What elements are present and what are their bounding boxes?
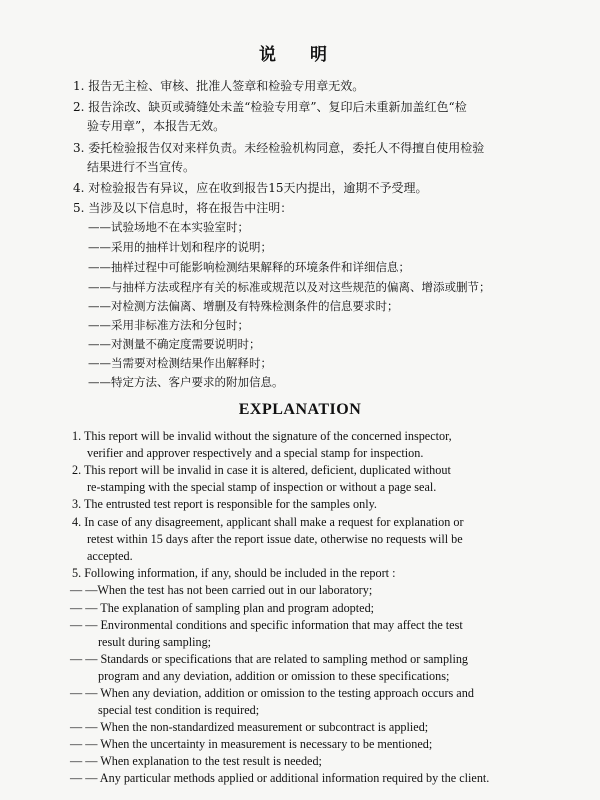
cn-item-line: 对检验报告有异议，应在收到报告15天内提出，逾期不予受理。 [88,181,428,195]
cn-item-2 [73,98,543,136]
en-item-line: In case of any disagreement, applicant shall make a request for explanation or [84,515,464,529]
chinese-title: 说 明 [259,45,341,65]
cn-item-line: 委托检验报告仅对来样负责。未经检验机构同意，委托人不得擅自使用检验 [88,141,485,155]
en-item-number: 2. [72,463,82,477]
cn-item-line: 报告无主检、审核、批准人签章和检验专用章无效。 [88,79,365,93]
cn-item-line: 报告涂改、缺页或骑缝处未盖“检验专用章”、复印后未重新加盖红色“检 [88,100,467,114]
cn-sub-item: ——对测量不确定度需要说明时； [88,337,261,351]
en-item-number: 4. [72,515,82,529]
en-item-3 [72,496,377,513]
cn-sub-item: ——与抽样方法或程序有关的标准或规范以及对这些规范的偏离、增添或删节； [88,280,491,294]
en-item-line: This report will be invalid in case it is altered, deficient, duplicated without [83,463,451,477]
cn-item-line: 当涉及以下信息时，将在报告中注明： [88,201,293,215]
en-item-line: re-stamping with the special stamp of inspection or without a page seal. [87,480,437,495]
english-title: EXPLANATION [238,401,362,418]
cn-item-number: 2. [73,100,85,114]
en-sub-item: — — The explanation of sampling plan and program adopted; [70,601,375,615]
en-sub-item: — — When explanation to the test result is needed; [70,754,322,768]
en-sub-item: — — Any particular methods applied or additional information required by the client. [70,771,490,785]
en-item-2 [72,462,451,496]
en-item-line: accepted. [87,549,133,564]
en-item-5 [72,565,395,582]
en-sub-item-line: result during sampling; [98,635,212,650]
en-item-line: verifier and approver respectively and a special stamp for inspection. [87,446,424,461]
cn-sub-item: ——抽样过程中可能影响检测结果解释的环境条件和详细信息； [88,260,410,274]
en-sub-item: — —When the test has not been carried out in our laboratory; [70,583,373,597]
cn-item-5 [73,199,543,218]
cn-item-number: 4. [73,181,85,195]
cn-item-line: 验专用章”，本报告无效。 [87,119,226,133]
en-item-number: 1. [72,429,82,443]
en-sub-item [70,651,468,685]
en-sub-item: — — When the non-standardized measurement or subcontract is applied; [70,720,429,734]
cn-sub-item: ——采用的抽样计划和程序的说明； [88,240,272,254]
cn-sub-item: ——对检测方法偏离、增删及有特殊检测条件的信息要求时； [88,299,399,313]
en-item-line: This report will be invalid without the signature of the concerned inspector, [83,429,452,443]
en-item-1 [72,428,452,462]
cn-item-1 [73,77,533,96]
en-item-line: Following information, if any, should be included in the report : [84,566,396,580]
cn-sub-item: ——采用非标准方法和分包时； [88,318,249,332]
cn-sub-item: ——试验场地不在本实验室时； [88,220,249,234]
cn-item-4 [73,179,543,198]
en-sub-item-line: program and any deviation, addition or omission to these specifications; [98,669,450,684]
en-sub-item-line: special test condition is required; [98,703,260,718]
en-sub-item: — — When the uncertainty in measurement is necessary to be mentioned; [70,737,433,751]
en-sub-item [70,617,463,651]
cn-sub-item: ——特定方法、客户要求的附加信息。 [88,375,284,389]
cn-item-line: 结果进行不当宣传。 [87,160,196,174]
cn-item-3 [73,139,543,177]
en-item-line: retest within 15 days after the report issue date, otherwise no requests will be [87,532,463,547]
cn-item-number: 5. [73,201,85,215]
en-item-number: 3. [72,497,82,511]
en-sub-item-line: — — Environmental conditions and specific information that may affect the test [70,618,463,632]
cn-sub-item: ——当需要对检测结果作出解释时； [88,356,272,370]
en-sub-item [70,685,474,719]
cn-item-number: 3. [73,141,85,155]
en-item-4 [72,514,464,566]
en-sub-item-line: — — Standards or specifications that are related to sampling method or sampling [70,652,469,666]
cn-item-number: 1. [73,79,85,93]
en-item-number: 5. [72,566,82,580]
en-sub-item-line: — — When any deviation, addition or omission to the testing approach occurs and [70,686,474,700]
en-item-line: The entrusted test report is responsible for the samples only. [83,497,377,511]
